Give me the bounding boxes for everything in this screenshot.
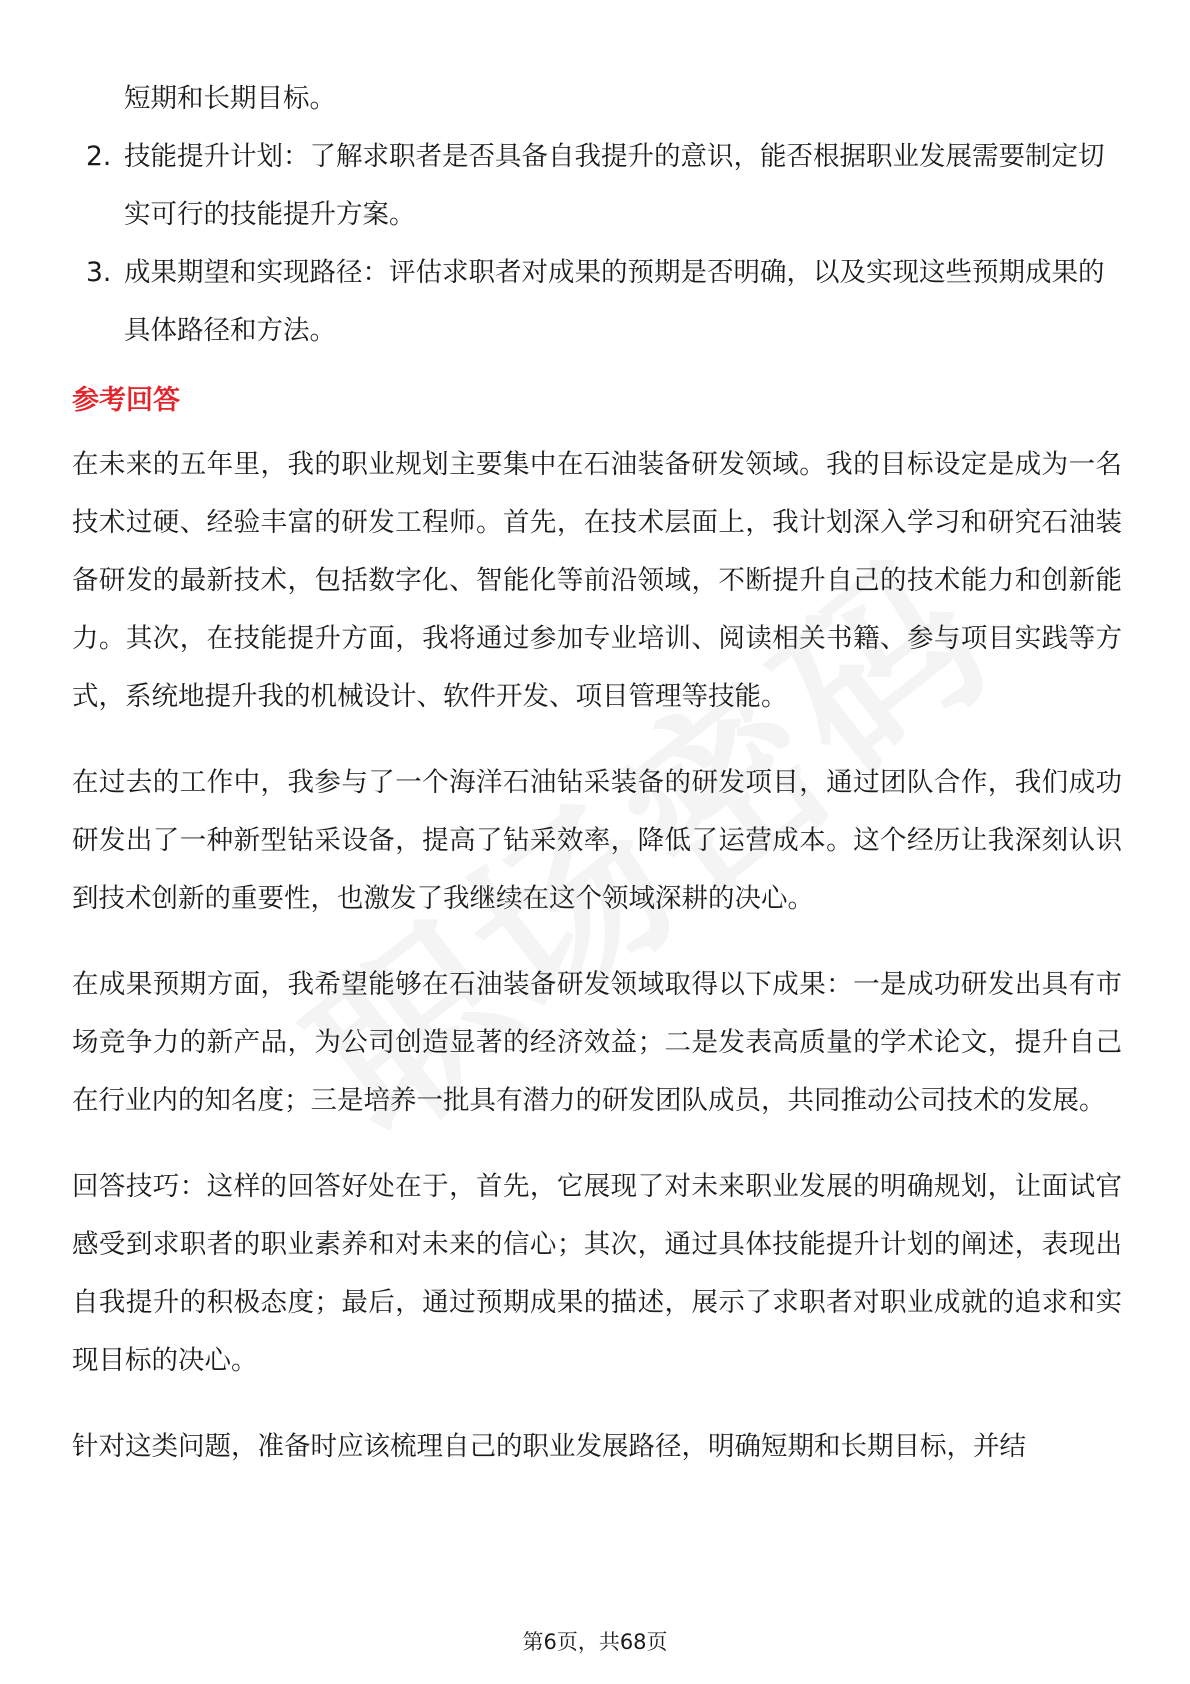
page-content bbox=[72, 70, 1122, 1476]
answer-paragraph: 在成果预期方面，我希望能够在石油装备研发领域取得以下成果：一是成功研发出具有市场竞争力的新产品，为公司创造显著的经济效益；二是发表高质量的学术论文，提升自己在行业内的知名度；三是培养一批具有潜力的研发团队成员，共同推动公司技术的发展。 bbox=[72, 969, 1122, 1116]
page-number: 第6页，共68页 bbox=[522, 1630, 668, 1654]
list-number: 2. bbox=[86, 141, 112, 172]
advice-paragraph: 针对这类问题，准备时应该梳理自己的职业发展路径，明确短期和长期目标，并结 bbox=[72, 1431, 1026, 1462]
section-heading: 参考回答 bbox=[72, 385, 180, 416]
list-item bbox=[72, 244, 1122, 360]
list-text: 成果期望和实现路径：评估求职者对成果的预期是否明确，以及实现这些预期成果的具体路径和方法。 bbox=[124, 257, 1105, 346]
list-item-continuation: 短期和长期目标。 bbox=[124, 83, 336, 114]
criteria-list bbox=[72, 128, 1122, 360]
answer-paragraph: 在过去的工作中，我参与了一个海洋石油钻采装备的研发项目，通过团队合作，我们成功研发出了一种新型钻采设备，提高了钻采效率，降低了运营成本。这个经历让我深刻认识到技术创新的重要性，也激发了我继续在这个领域深耕的决心。 bbox=[72, 767, 1122, 914]
answer-paragraph: 在未来的五年里，我的职业规划主要集中在石油装备研发领域。我的目标设定是成为一名技术过硬、经验丰富的研发工程师。首先，在技术层面上，我计划深入学习和研究石油装备研发的最新技术，包括数字化、智能化等前沿领域，不断提升自己的技术能力和创新能力。其次，在技能提升方面，我将通过参加专业培训、阅读相关书籍、参与项目实践等方式，系统地提升我的机械设计、软件开发、项目管理等技能。 bbox=[72, 449, 1122, 712]
tips-paragraph: 回答技巧：这样的回答好处在于，首先，它展现了对未来职业发展的明确规划，让面试官感受到求职者的职业素养和对未来的信心；其次，通过具体技能提升计划的阐述，表现出自我提升的积极态度；最后，通过预期成果的描述，展示了求职者对职业成就的追求和实现目标的决心。 bbox=[72, 1171, 1122, 1376]
list-number: 3. bbox=[86, 257, 112, 288]
list-text: 技能提升计划：了解求职者是否具备自我提升的意识，能否根据职业发展需要制定切实可行的技能提升方案。 bbox=[124, 141, 1105, 230]
list-item bbox=[72, 128, 1122, 244]
